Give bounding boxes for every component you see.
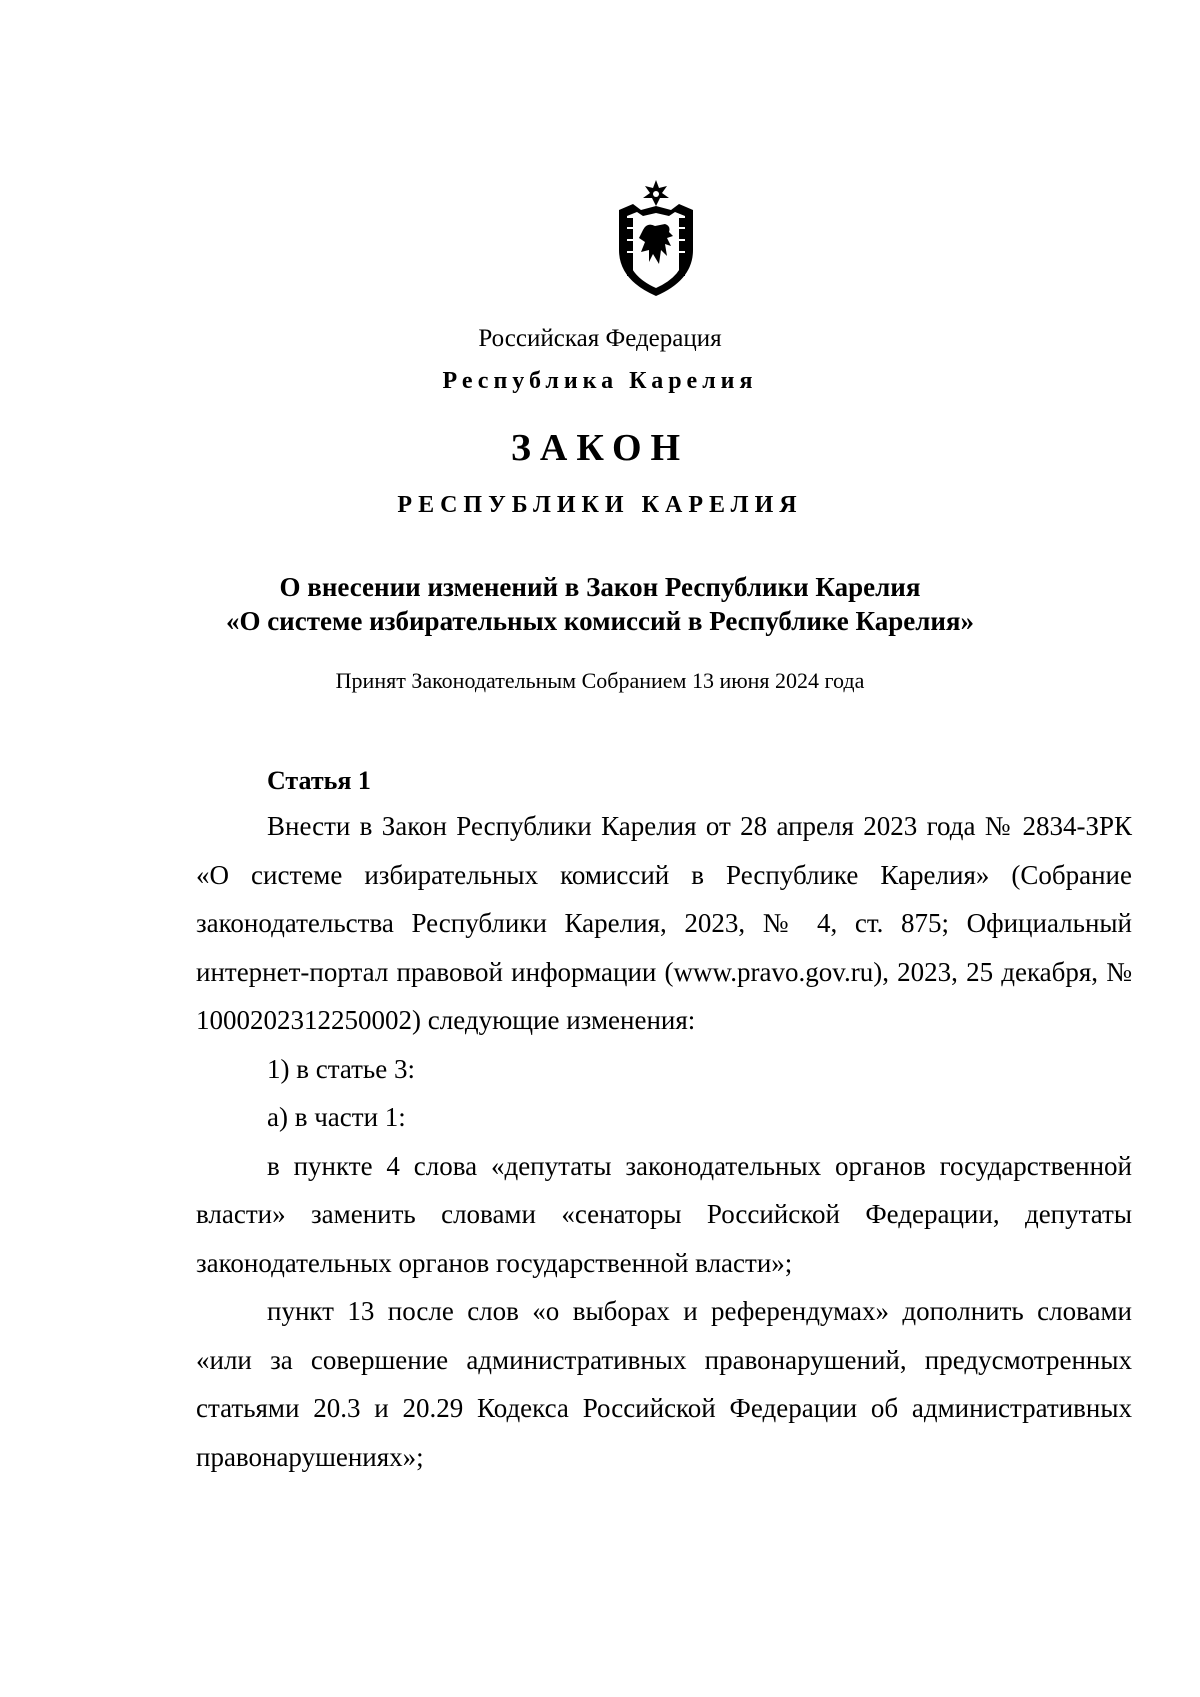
document-title: [0, 570, 1200, 638]
article-paragraph: а) в части 1:: [267, 1102, 406, 1132]
document-title-line-2: «О системе избирательных комиссий в Республике Карелия»: [225, 606, 975, 636]
law-title: ЗАКОН: [510, 427, 690, 469]
country-name: Российская Федерация: [478, 325, 722, 352]
republic-name: Республика Карелия: [442, 368, 758, 394]
article-body: [196, 802, 1132, 1481]
document-title-line-1: О внесении изменений в Закон Республики Карелия: [279, 572, 921, 602]
article-paragraph: пункт 13 после слов «о выборах и референдумах» дополнить словами «или за совершение административных правонарушений, предусмотренных статьями 20.3 и 20.29 Кодекса Российской Федерации об административных правонарушениях»;: [196, 1296, 1132, 1472]
article-paragraph: в пункте 4 слова «депутаты законодательных органов государственной власти» заменить словами «сенаторы Российской Федерации, депутаты законодательных органов государственной власти»;: [196, 1150, 1132, 1278]
karelia-coat-of-arms-icon: [613, 180, 699, 298]
article-heading: Статья 1: [267, 766, 371, 795]
law-subtitle: РЕСПУБЛИКИ КАРЕЛИЯ: [397, 492, 803, 518]
article-paragraph: 1) в статье 3:: [267, 1053, 415, 1084]
article-paragraph: Внести в Закон Республики Карелия от 28 апреля 2023 года № 2834-ЗРК «О системе избирательных комиссий в Республике Карелия» (Собрание законодательства Республики Карелия, 2023, № 4, ст. 875; Официальный интернет-портал правовой информации (www.pravo.gov.ru), 2023, 25 декабря, № 1000202312250002) следующие изменения:: [196, 811, 1132, 1035]
adoption-note: Принят Законодательным Собранием 13 июня 2024 года: [335, 668, 865, 693]
